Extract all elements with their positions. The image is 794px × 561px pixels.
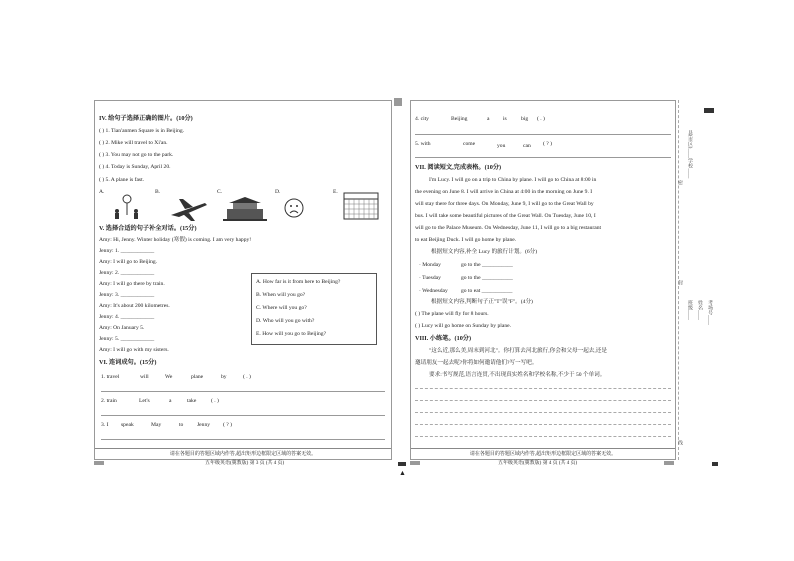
section-7-title: VII. 阅读短文,完成表格。(10分) bbox=[415, 164, 502, 171]
answer-sheet-page-3 bbox=[94, 100, 392, 460]
seal-char-1: 密 bbox=[677, 180, 682, 185]
option-c: C. Where will you go? bbox=[256, 305, 307, 311]
footer-note: 请在各题目的答题区域内作答,超出矩形边框限定区域的答案无效。 bbox=[169, 452, 317, 457]
dialogue-line-7: Amy: It's about 200 kilometres. bbox=[99, 303, 170, 309]
q4-word-4: is bbox=[503, 116, 507, 122]
writing-prompt-1: "这么近,那么美,周末到河北"。你打算去河北旅行,你会和父母一起去,还是 bbox=[429, 348, 607, 354]
dialogue-line-2: Jenny: 1. ____________ bbox=[99, 248, 155, 254]
footer-rule bbox=[411, 448, 675, 449]
q1-punct: ( . ) bbox=[243, 374, 251, 380]
option-letter-e: E. bbox=[333, 189, 338, 195]
q1-word-5: by bbox=[221, 374, 227, 380]
q3-word-3: May bbox=[151, 422, 162, 428]
option-d: D. Who will you go with? bbox=[256, 318, 315, 324]
s4-item-1: ( ) 1. Tian'anmen Square is in Beijing. bbox=[99, 128, 185, 134]
q1-word-2: will bbox=[140, 374, 149, 380]
q1-word-3: We bbox=[165, 374, 173, 380]
field-school[interactable]: 县(市区)____学校____ bbox=[687, 130, 692, 179]
dialogue-line-6: Jenny: 3. ____________ bbox=[99, 292, 155, 298]
picture-b-plane bbox=[169, 197, 209, 221]
seal-char-2: 封 bbox=[677, 280, 682, 285]
scan-mark bbox=[94, 461, 104, 465]
scan-mark bbox=[398, 462, 406, 466]
page-number-3: 五年级英语(冀教版) 第 3 页 (共 4 页) bbox=[205, 461, 285, 466]
s4-item-3: ( ) 3. You may not go to the park. bbox=[99, 152, 174, 158]
plan-day-wednesday: · Wednesday bbox=[419, 288, 448, 294]
s4-item-5: ( ) 5. A plane is fast. bbox=[99, 177, 145, 183]
option-a: A. How far is it from here to Beijing? bbox=[256, 279, 341, 285]
seal-char-3: 线 bbox=[677, 440, 682, 445]
sealing-margin bbox=[678, 100, 778, 460]
tf-item-1: ( ) The plane will fly for 8 hours. bbox=[415, 311, 489, 317]
q2-word-1: 2. train bbox=[101, 398, 117, 404]
option-b: B. When will you go? bbox=[256, 292, 306, 298]
dialogue-line-8: Jenny: 4. ____________ bbox=[99, 314, 155, 320]
dialogue-line-5: Amy: I will go there by train. bbox=[99, 281, 165, 287]
plan-day-monday: · Monday bbox=[419, 262, 441, 268]
scan-arrow: ▲ bbox=[399, 469, 406, 477]
q5-word-3: you bbox=[497, 143, 506, 149]
option-letter-b: B. bbox=[155, 189, 161, 195]
option-letter-c: C. bbox=[217, 189, 223, 195]
q3-answer-line[interactable] bbox=[101, 439, 385, 440]
passage-line-3: will stay there for three days. On Monday, June 9, I will go to the Great Wall by bbox=[415, 201, 594, 207]
q5-word-4: can bbox=[523, 143, 531, 149]
q3-word-1: 3. I bbox=[101, 422, 109, 428]
s4-item-2: ( ) 2. Mike will travel to Xi'an. bbox=[99, 140, 168, 146]
q4-answer-line[interactable] bbox=[415, 134, 671, 135]
passage-line-2: the evening on June 8. I will arrive in China at 4:00 in the morning on June 9. I bbox=[415, 189, 593, 195]
q5-answer-line[interactable] bbox=[415, 157, 671, 158]
option-letter-d: D. bbox=[275, 189, 281, 195]
writing-line[interactable] bbox=[415, 400, 671, 401]
q5-word-1: 5. with bbox=[415, 141, 431, 147]
scan-mark bbox=[664, 461, 674, 465]
plan-blank-monday[interactable]: go to the ___________ bbox=[461, 262, 513, 268]
scan-mark bbox=[712, 462, 718, 466]
q2-punct: ( . ) bbox=[211, 398, 219, 404]
q4-punct: ( . ) bbox=[537, 116, 545, 122]
writing-prompt-2: 邀请朋友一起去呢?你将如何邀请他们?写一写吧。 bbox=[415, 360, 538, 366]
q1-word-4: plane bbox=[191, 374, 204, 380]
q2-answer-line[interactable] bbox=[101, 415, 385, 416]
s4-item-4: ( ) 4. Today is Sunday, April 20. bbox=[99, 164, 171, 170]
tf-item-2: ( ) Lucy will go home on Sunday by plane. bbox=[415, 323, 512, 329]
section-8-title: VIII. 小练笔。(10分) bbox=[415, 335, 472, 342]
section-4-title: IV. 给句子选择正确的图片。(10分) bbox=[99, 115, 193, 122]
passage-line-4: bus. I will take some beautiful pictures of the Great Wall. On Tuesday, June 10, I bbox=[415, 213, 596, 219]
footer-rule bbox=[95, 448, 391, 449]
dialogue-line-11: Amy: I will go with my sisters. bbox=[99, 347, 169, 353]
page-number-4: 五年级英语(冀教版) 第 4 页 (共 4 页) bbox=[498, 461, 578, 466]
picture-c-tiananmen bbox=[223, 195, 267, 221]
picture-e-calendar bbox=[343, 191, 379, 221]
q4-word-1: 4. city bbox=[415, 116, 429, 122]
writing-line[interactable] bbox=[415, 436, 671, 437]
passage-line-1: I'm Lucy. I will go on a trip to China by plane. I will go to China at 8:00 in bbox=[429, 177, 597, 183]
dialogue-line-3: Amy: I will go to Beijing. bbox=[99, 259, 158, 265]
writing-line[interactable] bbox=[415, 424, 671, 425]
q4-word-2: Beijing bbox=[451, 116, 468, 122]
q5-word-2: come bbox=[463, 141, 476, 147]
dialogue-line-4: Jenny: 2. ____________ bbox=[99, 270, 155, 276]
q4-word-3: a bbox=[487, 116, 490, 122]
task-b-instruction: 根据短文内容,判断句子正"T"误"F"。(4分) bbox=[431, 299, 533, 305]
passage-line-6: to eat Beijing Duck. I will go home by plane. bbox=[415, 237, 517, 243]
scan-mark bbox=[704, 108, 714, 113]
writing-requirement: 要求:书写规范,语言连贯,不出现真实姓名和学校名称,不少于 50 个单词。 bbox=[429, 372, 606, 378]
passage-line-5: will go to the Palace Museum. On Wednesday, June 11, I will go to a big restaurant bbox=[415, 225, 602, 231]
q2-word-3: a bbox=[169, 398, 172, 404]
q2-word-2: Let's bbox=[139, 398, 150, 404]
writing-line[interactable] bbox=[415, 388, 671, 389]
plan-blank-wednesday[interactable]: go to eat ___________ bbox=[461, 288, 513, 294]
dialogue-line-9: Amy: On January 5. bbox=[99, 325, 145, 331]
scan-mark bbox=[410, 461, 420, 465]
footer-note: 请在各题目的答题区域内作答,超出矩形边框限定区域的答案无效。 bbox=[469, 452, 617, 457]
q2-word-4: take bbox=[187, 398, 197, 404]
q3-word-2: speak bbox=[121, 422, 134, 428]
plan-day-tuesday: · Tuesday bbox=[419, 275, 441, 281]
q5-punct: ( ? ) bbox=[543, 141, 553, 147]
field-class[interactable]: 班级____ bbox=[687, 300, 692, 320]
field-name[interactable]: 姓名____ bbox=[697, 300, 702, 320]
picture-d-sad-face bbox=[283, 197, 305, 219]
option-letter-a: A. bbox=[99, 189, 105, 195]
field-room[interactable]: 考场号____ bbox=[707, 300, 712, 325]
dialogue-line-10: Jenny: 5. ____________ bbox=[99, 336, 155, 342]
scan-mark bbox=[394, 98, 402, 106]
section-6-title: VI. 连词成句。(15分) bbox=[99, 359, 157, 366]
q3-word-4: to bbox=[179, 422, 184, 428]
plan-blank-tuesday[interactable]: go to the ___________ bbox=[461, 275, 513, 281]
q1-word-1: 1. travel bbox=[101, 374, 120, 380]
task-a-instruction: 根据短文内容,补全 Lucy 的旅行计划。(6分) bbox=[431, 249, 538, 255]
answer-sheet-page-4 bbox=[410, 100, 676, 460]
q3-punct: ( ? ) bbox=[223, 422, 233, 428]
q1-answer-line[interactable] bbox=[101, 391, 385, 392]
dialogue-options-box bbox=[251, 273, 377, 345]
q4-word-5: big bbox=[521, 116, 529, 122]
writing-line[interactable] bbox=[415, 412, 671, 413]
dialogue-line-1: Amy: Hi, Jenny. Winter holiday (寒假) is coming. I am very happy! bbox=[99, 237, 252, 243]
option-e: E. How will you go to Beijing? bbox=[256, 331, 327, 337]
q3-word-5: Jenny bbox=[197, 422, 211, 428]
section-5-title: V. 选择合适的句子补全对话。(15分) bbox=[99, 225, 197, 232]
picture-a-no-entry-sign bbox=[109, 193, 145, 221]
